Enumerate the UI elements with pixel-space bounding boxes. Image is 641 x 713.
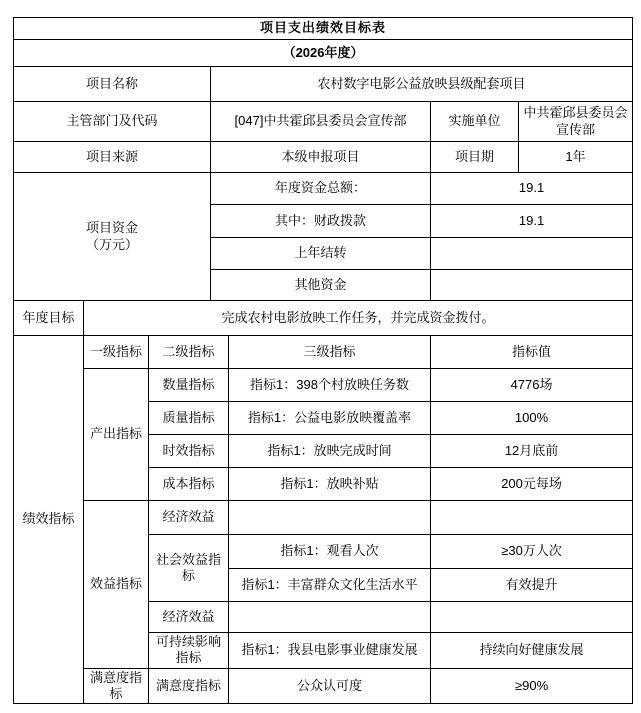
indicator-level2-sustainability: 可持续影响指标 (149, 633, 229, 669)
indicators-section-label: 绩效指标 (14, 336, 84, 704)
indicator-value-economic-1 (431, 501, 633, 535)
indicator-level3-sustainability: 指标1：我县电影事业健康发展 (229, 633, 431, 669)
funding-total-label: 年度资金总额： (211, 173, 431, 205)
indicator-group-satisfaction: 满意度指标 (84, 668, 149, 704)
indicator-value-culture: 有效提升 (431, 569, 633, 602)
indicator-level3-quality: 指标1：公益电影放映覆盖率 (229, 402, 431, 435)
funding-other-label: 其他资金 (211, 270, 431, 301)
indicator-level3-economic-2 (229, 602, 431, 633)
indicator-level2-timeliness: 时效指标 (149, 435, 229, 468)
funding-carryover-label: 上年结转 (211, 238, 431, 270)
indicator-value-timeliness: 12月底前 (431, 435, 633, 468)
indicators-header-value: 指标值 (431, 336, 633, 369)
document-subtitle: （2026年度） (14, 40, 633, 67)
indicator-value-satisfaction: ≥90% (431, 668, 633, 704)
indicator-level2-quantity: 数量指标 (149, 369, 229, 402)
funding-section-label (14, 173, 211, 301)
funding-carryover-value (431, 238, 633, 270)
indicator-value-audience: ≥30万人次 (431, 535, 633, 569)
project-source-label: 项目来源 (14, 142, 211, 173)
indicator-level2-satisfaction: 满意度指标 (149, 668, 229, 704)
department-value: [047]中共霍邱县委员会宣传部 (211, 102, 431, 142)
indicator-level2-economic-2: 经济效益 (149, 602, 229, 633)
project-period-value: 1年 (519, 142, 633, 173)
project-name-value: 农村数字电影公益放映县级配套项目 (211, 67, 633, 102)
indicator-value-economic-2 (431, 602, 633, 633)
indicator-level3-timeliness: 指标1：放映完成时间 (229, 435, 431, 468)
indicator-value-quality: 100% (431, 402, 633, 435)
indicators-header-level2: 二级指标 (149, 336, 229, 369)
indicator-level2-quality: 质量指标 (149, 402, 229, 435)
indicator-value-sustainability: 持续向好健康发展 (431, 633, 633, 669)
indicators-header-level1: 一级指标 (84, 336, 149, 369)
project-source-value: 本级申报项目 (211, 142, 431, 173)
indicator-level3-audience: 指标1：观看人次 (229, 535, 431, 569)
indicator-level2-cost: 成本指标 (149, 468, 229, 501)
indicator-level3-quantity: 指标1：398个村放映任务数 (229, 369, 431, 402)
indicator-level3-economic-1 (229, 501, 431, 535)
indicators-header-level3: 三级指标 (229, 336, 431, 369)
implement-unit-label: 实施单位 (431, 102, 519, 142)
indicator-level2-social: 社会效益指标 (149, 535, 229, 602)
indicator-level3-cost: 指标1：放映补贴 (229, 468, 431, 501)
funding-other-value (431, 270, 633, 301)
indicator-level3-satisfaction: 公众认可度 (229, 668, 431, 704)
indicator-group-output: 产出指标 (84, 369, 149, 501)
performance-target-table (13, 17, 633, 704)
indicator-level3-culture: 指标1：丰富群众文化生活水平 (229, 569, 431, 602)
funding-total-value: 19.1 (431, 173, 633, 205)
annual-goal-label: 年度目标 (14, 301, 84, 336)
annual-goal-content: 完成农村电影放映工作任务，并完成资金拨付。 (84, 301, 633, 336)
indicator-level2-economic-1: 经济效益 (149, 501, 229, 535)
project-name-label: 项目名称 (14, 67, 211, 102)
department-label: 主管部门及代码 (14, 102, 211, 142)
project-period-label: 项目期 (431, 142, 519, 173)
indicator-value-cost: 200元每场 (431, 468, 633, 501)
funding-fiscal-value: 19.1 (431, 205, 633, 238)
document-title: 项目支出绩效目标表 (14, 18, 633, 40)
indicator-group-benefit: 效益指标 (84, 501, 149, 669)
implement-unit-value: 中共霍邱县委员会宣传部 (519, 102, 633, 142)
indicator-value-quantity: 4776场 (431, 369, 633, 402)
funding-fiscal-label: 其中：财政拨款 (211, 205, 431, 238)
funding-label-text: 项目资金 （万元） (85, 220, 138, 252)
